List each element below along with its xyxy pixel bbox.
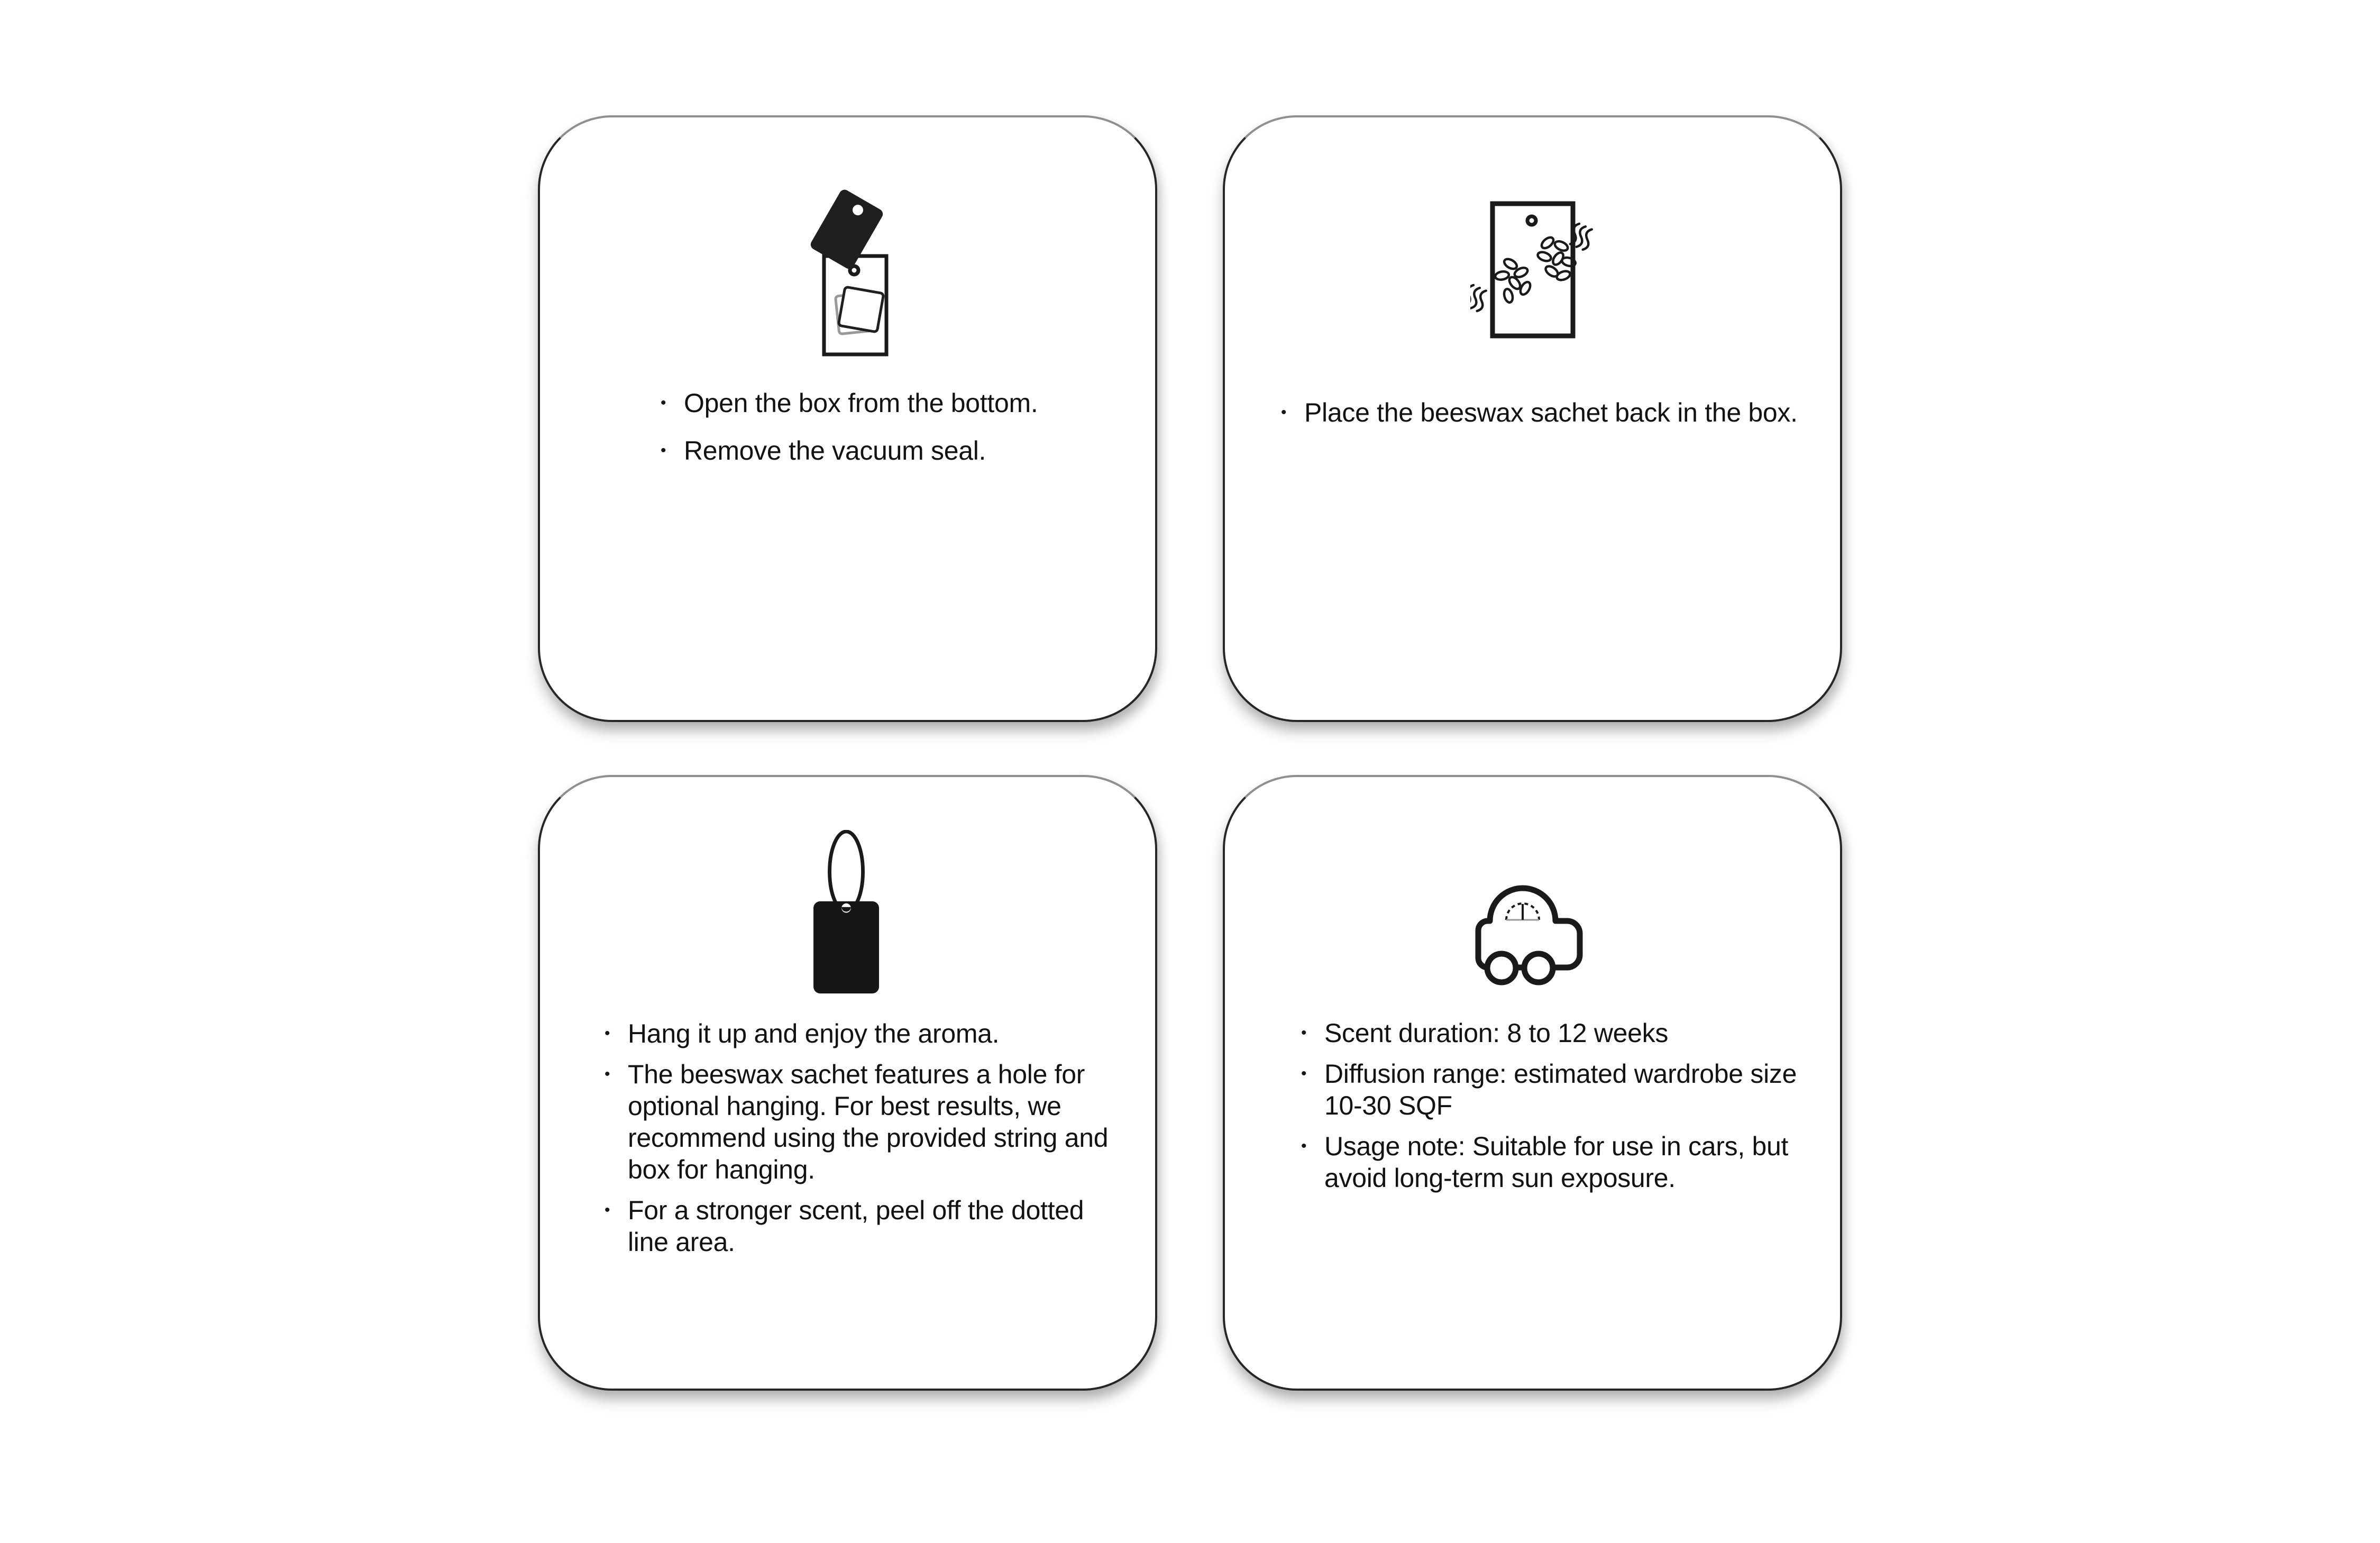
instruction-card-place-back: [1223, 115, 1842, 722]
bullet-icon: •: [1301, 1024, 1307, 1042]
instruction-card-hanging: [538, 775, 1157, 1391]
instruction-list: [540, 1018, 1155, 1258]
instruction-text: Remove the vacuum seal.: [684, 436, 986, 465]
instruction-list: [540, 387, 1155, 467]
instruction-item: [661, 435, 1129, 467]
hanging-sachet-icon: [803, 830, 893, 997]
instruction-item: [1281, 397, 1832, 428]
bullet-icon: •: [605, 1025, 610, 1042]
sachet-in-box-aroma-icon: [1470, 199, 1595, 340]
bullet-icon: •: [1281, 404, 1287, 421]
bullet-icon: •: [661, 442, 666, 459]
instruction-text: Diffusion range: estimated wardrobe size 10-30 SQF: [1324, 1059, 1797, 1120]
instruction-item: [605, 1018, 1130, 1049]
bullet-icon: •: [661, 394, 666, 412]
instruction-text: For a stronger scent, peel off the dotted line area.: [628, 1195, 1084, 1257]
card-icon-area: [540, 117, 1155, 357]
card-icon-area: [1225, 117, 1840, 340]
instruction-text: Scent duration: 8 to 12 weeks: [1324, 1018, 1669, 1048]
instruction-item: [661, 387, 1129, 419]
instruction-item: [1301, 1017, 1836, 1049]
instruction-card-unboxing: [538, 115, 1157, 722]
car-icon: [1472, 857, 1594, 989]
bullet-icon: •: [1301, 1137, 1307, 1155]
instruction-text: Open the box from the bottom.: [684, 388, 1038, 418]
instruction-list: [1225, 397, 1840, 428]
card-icon-area: [1225, 777, 1840, 989]
open-box-remove-seal-icon: [784, 182, 911, 357]
instruction-item: [605, 1194, 1130, 1258]
instruction-item: [1301, 1130, 1836, 1194]
card-icon-area: [540, 777, 1155, 997]
instruction-text: The beeswax sachet features a hole for optional hanging. For best results, we recommend using the provided string and box for hanging.: [628, 1060, 1109, 1184]
instruction-text: Place the beeswax sachet back in the box.: [1304, 398, 1798, 427]
bullet-icon: •: [605, 1201, 610, 1219]
instruction-card-car-usage: [1223, 775, 1842, 1391]
instruction-text: Hang it up and enjoy the aroma.: [628, 1019, 1000, 1048]
instruction-list: [1225, 1017, 1840, 1194]
instruction-text: Usage note: Suitable for use in cars, but avoid long-term sun exposure.: [1324, 1131, 1789, 1193]
bullet-icon: •: [605, 1065, 610, 1083]
instruction-item: [605, 1058, 1130, 1185]
instruction-item: [1301, 1058, 1836, 1121]
bullet-icon: •: [1301, 1065, 1307, 1082]
